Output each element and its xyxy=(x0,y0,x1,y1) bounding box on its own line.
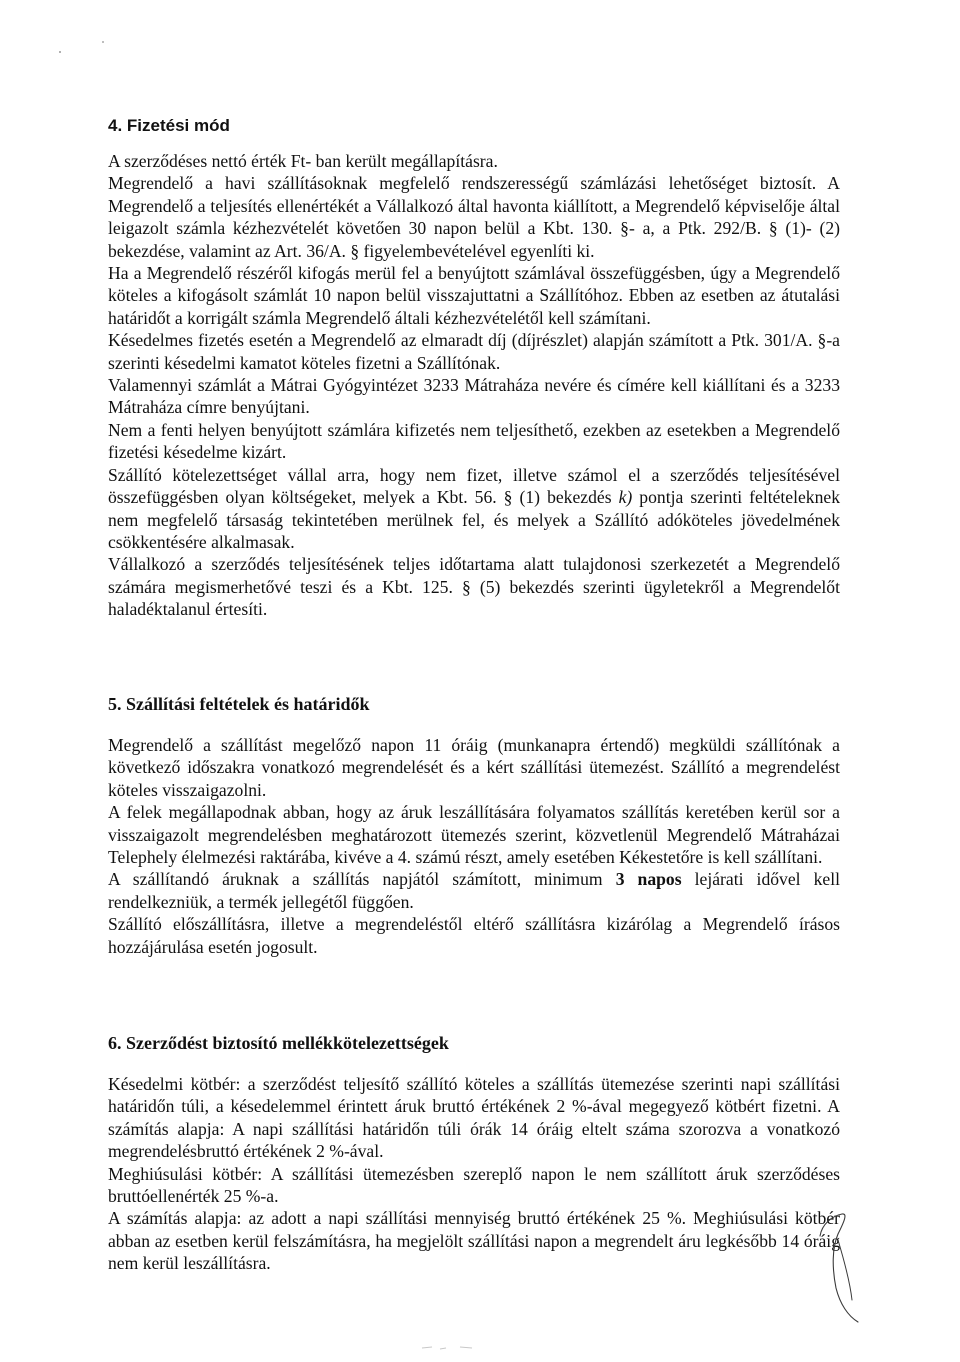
scan-specks xyxy=(50,30,130,60)
section-5-body xyxy=(108,734,840,958)
paragraph: A számítás alapja: az adott a napi szállítási mennyiség bruttó értékének 25 %. Meghiúsulási kötbér abban az esetben kerül felszámításra, ha megjelölt szállítási napon a megrendelt áru legkésőbb 14 óráig nem kerül leszállításra. xyxy=(108,1208,840,1274)
paragraph xyxy=(108,868,840,913)
paragraph: Megrendelő a havi szállításoknak megfelelő rendszerességű számlázási lehetőséget biztosít. A Megrendelő a teljesítés ellenértékét a Vállalkozó által havonta kiállított, a Megrendelő képviselője által leigazolt számla kézhezvételét követően 30 napon belül a Kbt. 130. §- a, a Ptk. 292/B. § (1)- (2) bekezdése, valamint az Art. 36/A. § figyelembevételével egyenlíti ki. xyxy=(108,173,840,261)
scan-noise xyxy=(420,1342,480,1354)
paragraph: Megrendelő a szállítást megelőző napon 11 óráig (munkanapra értendő) megküldi szállítónak a következő időszakra vonatkozó megrendelését és a kért szállítási ütemezést. Szállító a megrendelést köteles visszaigazolni. xyxy=(108,735,840,800)
paragraph xyxy=(108,464,840,554)
paragraph: Vállalkozó a szerződés teljesítésének teljes időtartama alatt tulajdonosi szerkezetét a Megrendelő számára megismerhetővé teszi és a Kbt. 125. § (5) bekezdés szerinti ügyletekről a Megrendelőt haladéktalanul értesíti. xyxy=(108,554,840,620)
text-run: lejárati idővel kell rendelkezniük, a termék jellegétől függően. xyxy=(108,869,840,912)
paragraph: A szerződéses nettó érték Ft- ban került megállapításra. xyxy=(108,151,498,171)
paragraph: Szállító előszállításra, illetve a megrendeléstől eltérő szállításra kizárólag a Megrendelő írásos hozzájárulása esetén jogosult. xyxy=(108,914,840,957)
paragraph: Ha a Megrendelő részéről kifogás merül fel a benyújtott számlával összefüggésben, úgy a Megrendelő köteles a kifogásolt számlát 10 napon belül visszajuttatni a Szállítóhoz. Ebben az esetben az átutalási határidőt a korrigált számla Megrendelő általi kézhezvételétől kell számítani. xyxy=(108,263,840,328)
text-run: Szállító kötelezettséget vállal arra, hogy nem fizet, illetve számol el a szerződés teljesítésével összefüggésben olyan költségeket, melyek a Kbt. 56. § (1) bekezdés xyxy=(108,464,840,508)
paragraph: Valamennyi számlát a Mátrai Gyógyintézet 3233 Mátraháza nevére és címére kell kiállítani és a 3233 Mátraháza címre benyújtani. xyxy=(108,375,840,418)
section-6-heading: 6. Szerződést biztosító mellékkötelezettségek xyxy=(108,1033,449,1053)
text-run: pontja szerinti feltételeknek nem megfelelő társaság tekintetében merülnek fel, és melyek a Szállító adóköteles jövedelmének csökkentésére alkalmasak. xyxy=(108,487,840,552)
paragraph: Meghiúsulási kötbér: A szállítási ütemezésben szereplő napon le nem szállított áruk szerződéses bruttóellenérték 25 %-a. xyxy=(108,1163,840,1207)
section-5-heading: 5. Szállítási feltételek és határidők xyxy=(108,694,370,714)
paragraph: Késedelmi kötbér: a szerződést teljesítő szállító köteles a szállítás ütemezése szerinti napi szállítási határidőn túli, a késedelemmel érintett áruk bruttó értékének 2 %-ával megegyező kötbért fizetni. A számítás alapja: A napi szállítási határidőn túli órák 14 óráig eltelt száma szorozva a vonatkozó megrendelésbruttó értékének 2 %-ával. xyxy=(108,1074,840,1162)
paragraph: A felek megállapodnak abban, hogy az áruk leszállítására folyamatos szállítás keretében kerül sor a visszaigazolt megrendelésben meghatározott ütemezés szerint, közvetlenül Megrendelő Mátraházai Telephely élelmezési raktárába, kivéve a 4. számú részt, amely esetében Kékestetőre is kell szállítani. xyxy=(108,802,840,868)
paragraph: Késedelmes fizetés esetén a Megrendelő az elmaradt díj (díjrészlet) alapján számított a Ptk. 301/A. §-a szerinti késedelmi kamatot köteles fizetni a Szállítónak. xyxy=(108,330,840,373)
emphasis-text: k) xyxy=(618,487,633,508)
text-run: A szállítandó áruknak a szállítás napjától számított, minimum xyxy=(108,869,616,890)
paragraph: Nem a fenti helyen benyújtott számlára kifizetés nem teljesíthető, ezekben az esetekben a Megrendelő fizetési késedelme kizárt. xyxy=(108,419,840,463)
section-6-body xyxy=(108,1073,840,1275)
section-4-body xyxy=(108,150,840,621)
section-4-heading: 4. Fizetési mód xyxy=(108,116,230,135)
bold-text: 3 napos xyxy=(615,869,682,890)
